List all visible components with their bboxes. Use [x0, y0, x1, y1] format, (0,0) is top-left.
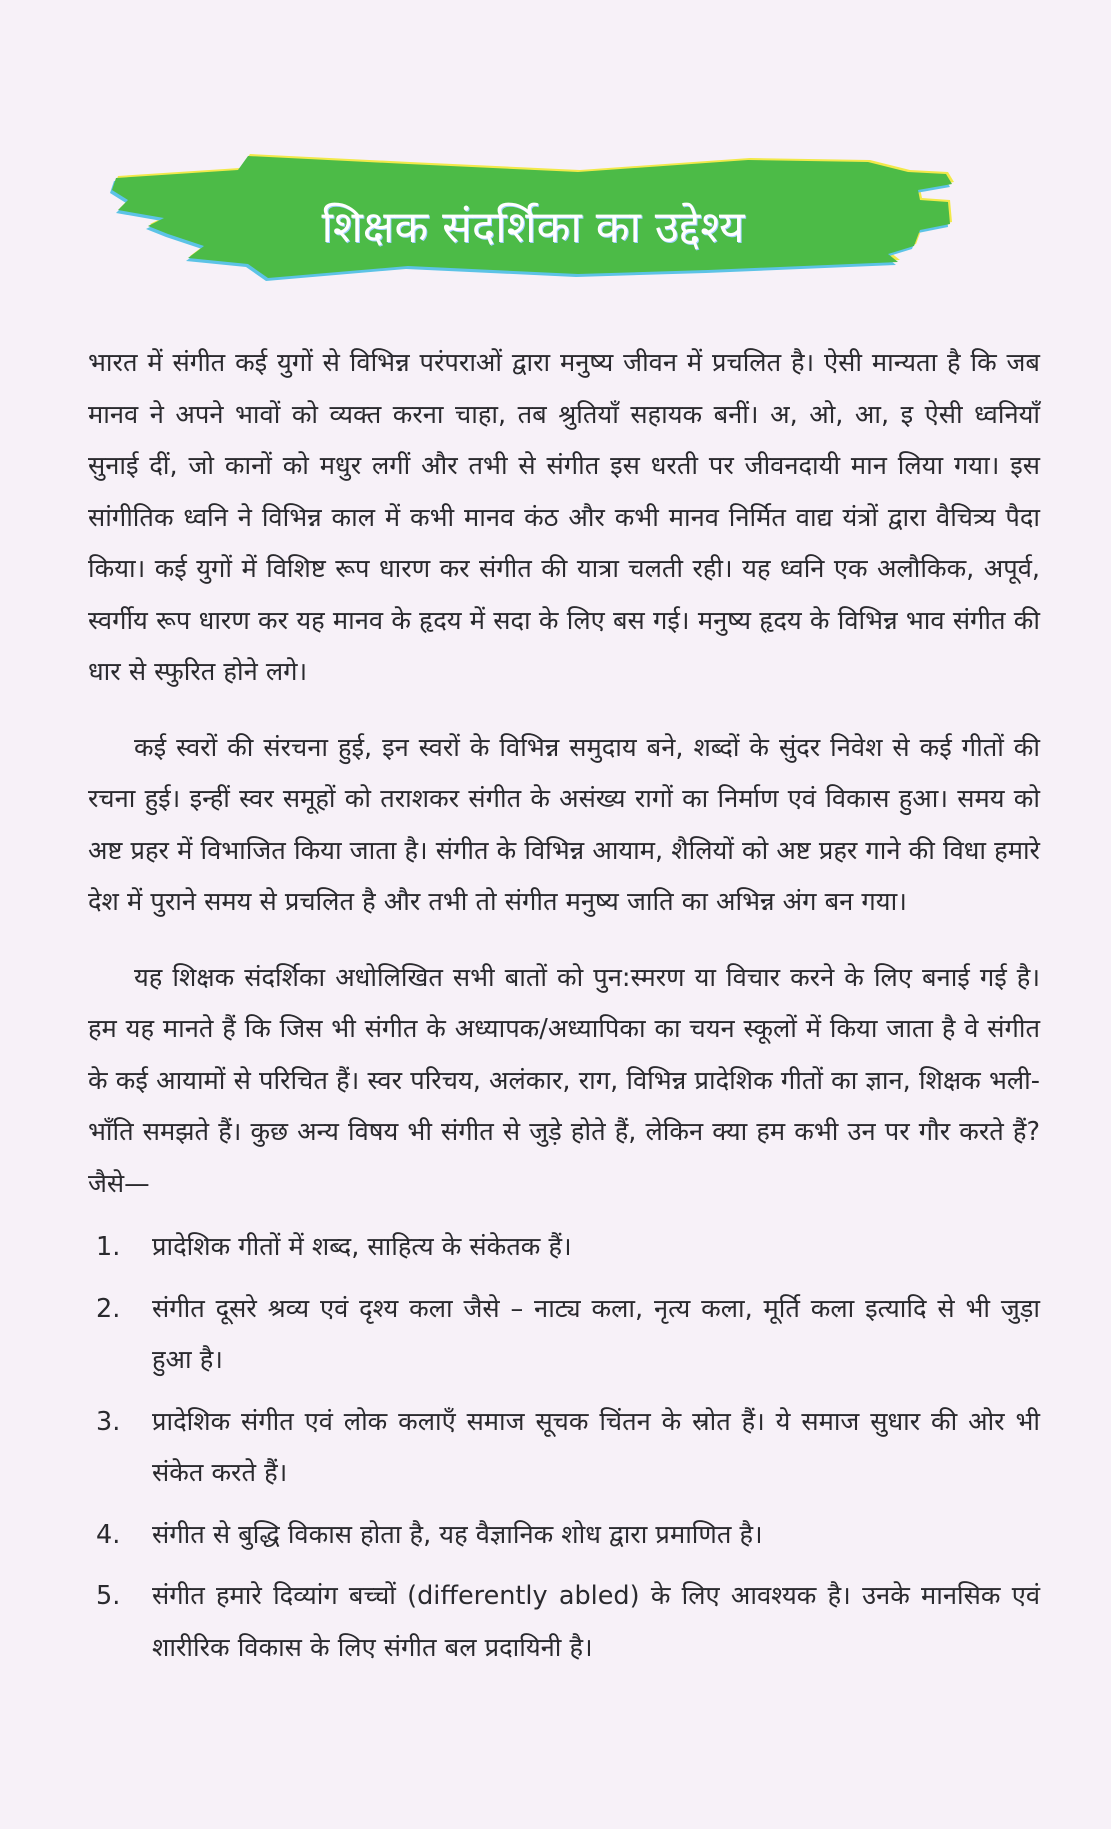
- list-item: [88, 1397, 1040, 1500]
- list-item: [88, 1510, 1040, 1562]
- list-text: संगीत दूसरे श्रव्य एवं दृश्य कला जैसे – नाट्य कला, नृत्य कला, मूर्ति कला इत्यादि से भी जुड़ा हुआ है।: [152, 1293, 1040, 1375]
- list-text: संगीत से बुद्धि विकास होता है, यह वैज्ञानिक शोध द्वारा प्रमाणित है।: [152, 1519, 763, 1550]
- list-item: [88, 1222, 1040, 1274]
- page-title: शिक्षक संदर्शिका का उद्देश्य: [321, 202, 745, 253]
- list-item: [88, 1571, 1040, 1674]
- body-text: [88, 338, 1040, 1684]
- list-number: 4.: [96, 1519, 121, 1550]
- title-banner: [108, 150, 958, 308]
- numbered-list: [88, 1222, 1040, 1674]
- list-number: 2.: [96, 1293, 121, 1324]
- paragraph-1: भारत में संगीत कई युगों से विभिन्न परंपराओं द्वारा मनुष्य जीवन में प्रचलित है। ऐसी मान्यता है कि जब मानव ने अपने भावों को व्यक्त करना चाहा, तब श्रुतियाँ सहायक बनीं। अ, ओ, आ, इ ऐसी ध्वनियाँ सुनाई दीं, जो कानों को मधुर लगीं और तभी से संगीत इस धरती पर जीवनदायी मान लिया गया। इस सांगीतिक ध्वनि ने विभिन्न काल में कभी मानव कंठ और कभी मानव निर्मित वाद्य यंत्रों द्वारा वैचित्र्य पैदा किया। कई युगों में विशिष्ट रूप धारण कर संगीत की यात्रा चलती रही। यह ध्वनि एक अलौकिक, अपूर्व, स्वर्गीय रूप धारण कर यह मानव के हृदय में सदा के लिए बस गई। मनुष्य हृदय के विभिन्न भाव संगीत की धार से स्फुरित होने लगे।: [88, 348, 1040, 687]
- paragraph-3: यह शिक्षक संदर्शिका अधोलिखित सभी बातों को पुन:स्मरण या विचार करने के लिए बनाई गई है। हम यह मानते हैं कि जिस भी संगीत के अध्यापक/अध्यापिका का चयन स्कूलों में किया जाता है वे संगीत के कई आयामों से परिचित हैं। स्वर परिचय, अलंकार, राग, विभिन्न प्रादेशिक गीतों का ज्ञान, शिक्षक भली-भाँति समझते हैं। कुछ अन्य विषय भी संगीत से जुड़े होते हैं, लेकिन क्या हम कभी उन पर गौर करते हैं? जैसे—: [88, 962, 1040, 1199]
- list-number: 3.: [96, 1406, 121, 1437]
- list-text: संगीत हमारे दिव्यांग बच्चों (differently abled) के लिए आवश्यक है। उनके मानसिक एवं शारीरिक विकास के लिए संगीत बल प्रदायिनी है।: [152, 1581, 1040, 1663]
- list-number: 5.: [96, 1581, 121, 1611]
- paragraph-2: कई स्वरों की संरचना हुई, इन स्वरों के विभिन्न समुदाय बने, शब्दों के सुंदर निवेश से कई गीतों की रचना हुई। इन्हीं स्वर समूहों को तराशकर संगीत के असंख्य रागों का निर्माण एवं विकास हुआ। समय को अष्ट प्रहर में विभाजित किया जाता है। संगीत के विभिन्न आयाम, शैलियों को अष्ट प्रहर गाने की विधा हमारे देश में पुराने समय से प्रचलित है और तभी तो संगीत मनुष्य जाति का अभिन्न अंग बन गया।: [88, 732, 1040, 917]
- list-number: 1.: [96, 1232, 121, 1262]
- list-item: [88, 1284, 1040, 1387]
- list-text: प्रादेशिक संगीत एवं लोक कलाएँ समाज सूचक चिंतन के स्रोत हैं। ये समाज सुधार की ओर भी संकेत करते हैं।: [152, 1406, 1040, 1488]
- list-text: प्रादेशिक गीतों में शब्द, साहित्य के संकेतक हैं।: [152, 1232, 572, 1262]
